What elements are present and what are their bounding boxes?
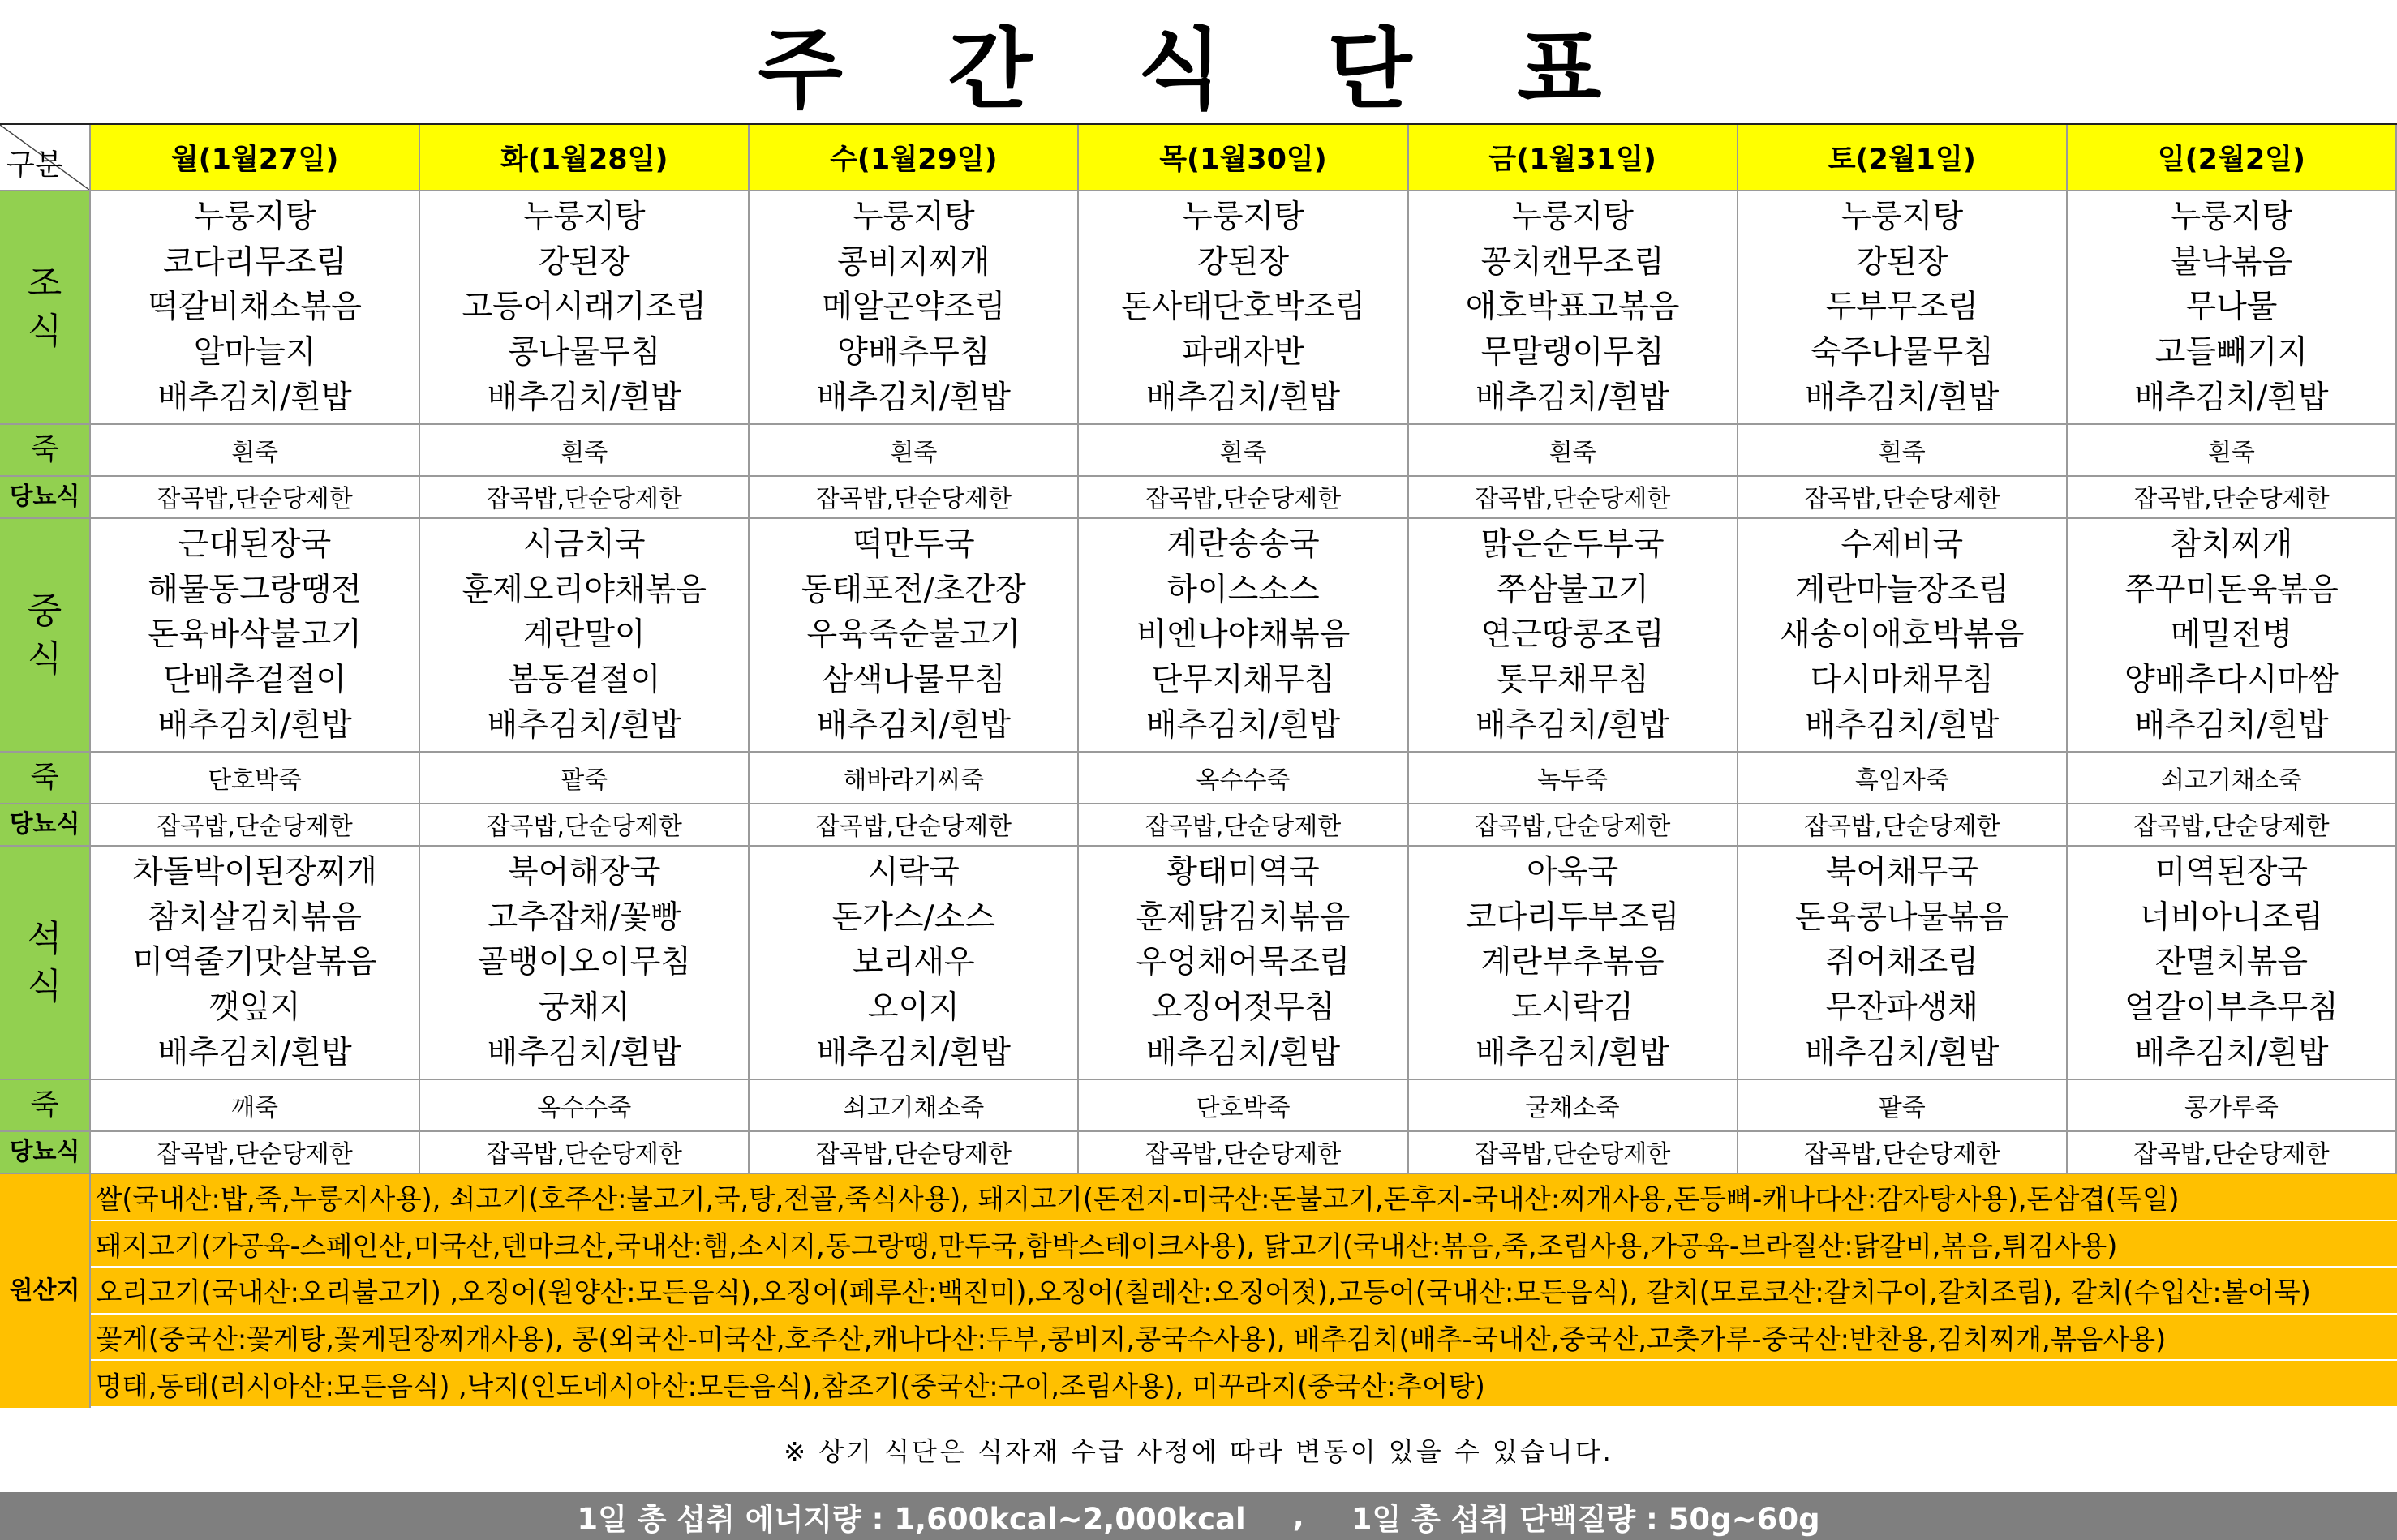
dinner-item: 보리새우	[853, 944, 975, 981]
dinner-item: 너비아니조림	[2139, 899, 2323, 936]
dinner-item: 궁채지	[538, 989, 630, 1027]
dinner-cell	[1409, 847, 1738, 1080]
dinner-item: 시락국	[867, 854, 960, 891]
day-header: 화(1월28일)	[420, 125, 750, 191]
breakfast-item: 배추김치/흰밥	[157, 379, 352, 416]
dinner-diabetic-cell: 잡곡밥,단순당제한	[1409, 1132, 1738, 1174]
breakfast-item: 메알곤약조림	[822, 289, 1006, 326]
dinner-item: 오징어젓무침	[1151, 989, 1335, 1027]
dinner-item: 북어채무국	[1825, 854, 1978, 891]
meal-label-lunch: 중 식	[0, 519, 91, 753]
origin-line: 꽃게(중국산:꽃게탕,꽃게된장찌개사용), 콩(외국산-미국산,호주산,캐나다산:두부,콩비지,콩국수사용), 배추김치(배추-국내산,중국산,고춧가루-중국산:반찬용,김치찌개,볶음사용)	[91, 1315, 2397, 1362]
breakfast-item: 알마늘지	[193, 334, 316, 371]
breakfast-porridge-cell: 흰죽	[750, 425, 1079, 477]
day-header: 수(1월29일)	[750, 125, 1079, 191]
dinner-item: 코다리두부조림	[1465, 899, 1680, 936]
lunch-item: 돈육바삭불고기	[148, 616, 362, 654]
breakfast-diabetic-cell: 잡곡밥,단순당제한	[420, 477, 750, 519]
dinner-diabetic-cell: 잡곡밥,단순당제한	[420, 1132, 750, 1174]
dinner-porridge-cell: 굴채소죽	[1409, 1080, 1738, 1132]
lunch-porridge-cell: 흑임자죽	[1738, 753, 2068, 804]
nutrition-footer	[0, 1492, 2397, 1540]
breakfast-item: 누룽지탕	[1841, 199, 1964, 236]
lunch-cell	[750, 519, 1079, 753]
dinner-item: 고추잡채/꽃빵	[487, 899, 681, 936]
breakfast-item: 배추김치/흰밥	[1805, 379, 2000, 416]
dinner-item: 도시락김	[1511, 989, 1634, 1027]
lunch-item: 배추김치/흰밥	[1476, 706, 1670, 744]
dinner-porridge-cell: 쇠고기채소죽	[750, 1080, 1079, 1132]
dinner-item: 배추김치/흰밥	[2134, 1034, 2329, 1071]
breakfast-item: 누룽지탕	[1182, 199, 1304, 236]
notice-text: ※ 상기 식단은 식자재 수급 사정에 따라 변동이 있을 수 있습니다.	[784, 1436, 1613, 1467]
dinner-item: 무잔파생채	[1825, 989, 1978, 1027]
breakfast-diabetic-cell: 잡곡밥,단순당제한	[1738, 477, 2068, 519]
breakfast-item: 누룽지탕	[1511, 199, 1634, 236]
dinner-item: 얼갈이부추무침	[2124, 989, 2339, 1027]
dinner-item: 훈제닭김치볶음	[1136, 899, 1351, 936]
dinner-item: 미역된장국	[2154, 854, 2309, 891]
lunch-cell	[1409, 519, 1738, 753]
header-corner-cell	[0, 125, 91, 191]
lunch-item: 맑은순두부국	[1480, 526, 1665, 564]
dinner-item: 배추김치/흰밥	[1145, 1034, 1341, 1071]
lunch-porridge-cell: 쇠고기채소죽	[2068, 753, 2397, 804]
protein-intake: 1일 총 섭취 단백질량 : 50g~60g	[1351, 1501, 1820, 1537]
day-header: 일(2월2일)	[2068, 125, 2397, 191]
breakfast-cell	[1409, 191, 1738, 425]
dinner-item: 황태미역국	[1166, 854, 1320, 891]
dinner-diabetic-cell: 잡곡밥,단순당제한	[1079, 1132, 1408, 1174]
breakfast-cell	[91, 191, 420, 425]
lunch-item: 계란말이	[522, 616, 646, 654]
dinner-item: 배추김치/흰밥	[487, 1034, 681, 1071]
lunch-item: 삼색나물무침	[822, 662, 1006, 699]
breakfast-item: 배추김치/흰밥	[487, 379, 681, 416]
dinner-item: 계란부추볶음	[1480, 944, 1665, 981]
breakfast-item: 배추김치/흰밥	[1145, 379, 1341, 416]
breakfast-item: 콩비지찌개	[837, 243, 990, 281]
dinner-item: 아욱국	[1527, 854, 1619, 891]
lunch-diabetic-cell: 잡곡밥,단순당제한	[1738, 804, 2068, 847]
breakfast-cell	[1738, 191, 2068, 425]
header-corner-label: 구분	[6, 148, 63, 182]
dinner-cell	[1738, 847, 2068, 1080]
dinner-item: 쥐어채조림	[1825, 944, 1978, 981]
lunch-cell	[2068, 519, 2397, 753]
day-header: 토(2월1일)	[1738, 125, 2068, 191]
dinner-cell	[91, 847, 420, 1080]
breakfast-item: 파래자반	[1182, 334, 1304, 371]
energy-intake: 1일 총 섭취 에너지량 : 1,600kcal~2,000kcal	[577, 1501, 1246, 1537]
lunch-cell	[420, 519, 750, 753]
menu-table	[0, 123, 2397, 1174]
breakfast-diabetic-cell: 잡곡밥,단순당제한	[2068, 477, 2397, 519]
breakfast-porridge-cell: 흰죽	[420, 425, 750, 477]
lunch-item: 비엔나야채볶음	[1136, 616, 1351, 654]
diabetic-label: 당뇨식	[0, 1132, 91, 1174]
dinner-item: 차돌박이된장찌개	[132, 854, 377, 891]
origin-line: 명태,동태(러시아산:모든음식) ,낙지(인도네시아산:모든음식),참조기(중국산:구이,조림사용), 미꾸라지(중국산:추어탕)	[91, 1361, 2397, 1408]
lunch-item: 연근땅콩조림	[1480, 616, 1665, 654]
lunch-item: 수제비국	[1841, 526, 1964, 564]
lunch-item: 봄동겉절이	[508, 662, 661, 699]
breakfast-item: 떡갈비채소볶음	[148, 289, 362, 326]
lunch-porridge-cell: 해바라기씨죽	[750, 753, 1079, 804]
day-header: 금(1월31일)	[1409, 125, 1738, 191]
dinner-item: 깻잎지	[208, 989, 301, 1027]
lunch-item: 떡만두국	[853, 526, 975, 564]
dinner-item: 북어해장국	[508, 854, 661, 891]
lunch-item: 참치찌개	[2170, 526, 2293, 564]
breakfast-item: 배추김치/흰밥	[2134, 379, 2329, 416]
breakfast-porridge-cell: 흰죽	[1079, 425, 1408, 477]
dinner-cell	[420, 847, 750, 1080]
breakfast-diabetic-cell: 잡곡밥,단순당제한	[91, 477, 420, 519]
dinner-diabetic-cell: 잡곡밥,단순당제한	[91, 1132, 420, 1174]
lunch-cell	[91, 519, 420, 753]
lunch-item: 배추김치/흰밥	[2134, 706, 2329, 744]
dinner-item: 오이지	[867, 989, 960, 1027]
dinner-item: 우엉채어묵조림	[1136, 944, 1351, 981]
lunch-item: 쭈꾸미돈육볶음	[2124, 571, 2339, 608]
dinner-item: 배추김치/흰밥	[1476, 1034, 1670, 1071]
breakfast-diabetic-cell: 잡곡밥,단순당제한	[1079, 477, 1408, 519]
porridge-label: 죽	[0, 425, 91, 477]
lunch-porridge-cell: 단호박죽	[91, 753, 420, 804]
dinner-item: 돈가스/소스	[831, 899, 996, 936]
lunch-item: 계란송송국	[1166, 526, 1320, 564]
breakfast-item: 애호박표고볶음	[1465, 289, 1680, 326]
breakfast-item: 강된장	[1856, 243, 1948, 281]
dinner-porridge-cell: 단호박죽	[1079, 1080, 1408, 1132]
lunch-diabetic-cell: 잡곡밥,단순당제한	[750, 804, 1079, 847]
breakfast-item: 콩나물무침	[508, 334, 661, 371]
breakfast-porridge-cell: 흰죽	[2068, 425, 2397, 477]
day-header: 목(1월30일)	[1079, 125, 1408, 191]
porridge-label: 죽	[0, 1080, 91, 1132]
dinner-item: 미역줄기맛살볶음	[132, 944, 377, 981]
origin-line: 오리고기(국내산:오리불고기) ,오징어(원양산:모든음식),오징어(페루산:백진미),오징어(칠레산:오징어젓),고등어(국내산:모든음식), 갈치(모로코산:갈치구이,갈치조림), 갈치(수입산:볼어묵)	[91, 1268, 2397, 1315]
breakfast-porridge-cell: 흰죽	[1409, 425, 1738, 477]
dinner-porridge-cell: 팥죽	[1738, 1080, 2068, 1132]
dinner-cell	[2068, 847, 2397, 1080]
lunch-item: 해물동그랑땡전	[148, 571, 362, 608]
breakfast-item: 코다리무조림	[163, 243, 347, 281]
breakfast-item: 불낙볶음	[2170, 243, 2293, 281]
dinner-diabetic-cell: 잡곡밥,단순당제한	[2068, 1132, 2397, 1174]
breakfast-item: 두부무조림	[1825, 289, 1978, 326]
lunch-item: 다시마채무침	[1810, 662, 1994, 699]
origin-section	[0, 1174, 2397, 1408]
breakfast-diabetic-cell: 잡곡밥,단순당제한	[1409, 477, 1738, 519]
origin-lines	[91, 1174, 2397, 1408]
dinner-cell	[750, 847, 1079, 1080]
lunch-item: 단배추겉절이	[163, 662, 347, 699]
lunch-cell	[1079, 519, 1408, 753]
dinner-cell	[1079, 847, 1408, 1080]
meal-label-dinner: 석 식	[0, 847, 91, 1080]
dinner-diabetic-cell: 잡곡밥,단순당제한	[1738, 1132, 2068, 1174]
diabetic-label: 당뇨식	[0, 804, 91, 847]
diabetic-label: 당뇨식	[0, 477, 91, 519]
meal-label-breakfast: 조 식	[0, 191, 91, 425]
breakfast-cell	[1079, 191, 1408, 425]
breakfast-item: 누룽지탕	[193, 199, 316, 236]
dinner-porridge-cell: 콩가루죽	[2068, 1080, 2397, 1132]
lunch-diabetic-cell: 잡곡밥,단순당제한	[2068, 804, 2397, 847]
breakfast-diabetic-cell: 잡곡밥,단순당제한	[750, 477, 1079, 519]
breakfast-item: 무말랭이무침	[1480, 334, 1665, 371]
lunch-cell	[1738, 519, 2068, 753]
origin-label: 원산지	[0, 1174, 91, 1408]
lunch-porridge-cell: 녹두죽	[1409, 753, 1738, 804]
breakfast-cell	[420, 191, 750, 425]
lunch-item: 계란마늘장조림	[1794, 571, 2009, 608]
breakfast-item: 누룽지탕	[522, 199, 646, 236]
lunch-item: 하이스소스	[1166, 571, 1320, 608]
page-title: 주 간 식 단 표	[758, 19, 1639, 121]
lunch-item: 배추김치/흰밥	[487, 706, 681, 744]
lunch-diabetic-cell: 잡곡밥,단순당제한	[91, 804, 420, 847]
lunch-item: 훈제오리야채볶음	[462, 571, 707, 608]
lunch-item: 단무지채무침	[1151, 662, 1335, 699]
lunch-item: 배추김치/흰밥	[816, 706, 1011, 744]
dinner-porridge-cell: 깨죽	[91, 1080, 420, 1132]
breakfast-cell	[750, 191, 1079, 425]
lunch-item: 새송이애호박볶음	[1780, 616, 2025, 654]
porridge-label: 죽	[0, 753, 91, 804]
breakfast-item: 강된장	[538, 243, 630, 281]
breakfast-item: 강된장	[1196, 243, 1289, 281]
lunch-item: 양배추다시마쌈	[2124, 662, 2339, 699]
lunch-item: 배추김치/흰밥	[157, 706, 352, 744]
lunch-item: 쭈삼불고기	[1496, 571, 1649, 608]
breakfast-cell	[2068, 191, 2397, 425]
lunch-item: 톳무채무침	[1496, 662, 1649, 699]
dinner-diabetic-cell: 잡곡밥,단순당제한	[750, 1132, 1079, 1174]
breakfast-item: 고등어시래기조림	[462, 289, 707, 326]
lunch-item: 배추김치/흰밥	[1145, 706, 1341, 744]
lunch-diabetic-cell: 잡곡밥,단순당제한	[1409, 804, 1738, 847]
dinner-porridge-cell: 옥수수죽	[420, 1080, 750, 1132]
dinner-item: 배추김치/흰밥	[157, 1034, 352, 1071]
dinner-item: 배추김치/흰밥	[1805, 1034, 2000, 1071]
breakfast-item: 배추김치/흰밥	[816, 379, 1011, 416]
dinner-item: 잔멸치볶음	[2154, 944, 2309, 981]
breakfast-item: 배추김치/흰밥	[1476, 379, 1670, 416]
footer-separator: ,	[1292, 1499, 1304, 1534]
dinner-item: 골뱅이오이무침	[477, 944, 692, 981]
dinner-item: 참치살김치볶음	[148, 899, 362, 936]
day-header: 월(1월27일)	[91, 125, 420, 191]
lunch-item: 시금치국	[522, 526, 646, 564]
lunch-porridge-cell: 옥수수죽	[1079, 753, 1408, 804]
breakfast-item: 누룽지탕	[853, 199, 975, 236]
breakfast-item: 무나물	[2185, 289, 2278, 326]
lunch-diabetic-cell: 잡곡밥,단순당제한	[420, 804, 750, 847]
origin-line: 쌀(국내산:밥,죽,누룽지사용), 쇠고기(호주산:불고기,국,탕,전골,죽식사용), 돼지고기(돈전지-미국산:돈불고기,돈후지-국내산:찌개사용,돈등뼈-캐나다산:감자탕사용),돈삼겹(독일)	[91, 1174, 2397, 1221]
lunch-diabetic-cell: 잡곡밥,단순당제한	[1079, 804, 1408, 847]
lunch-item: 우육죽순불고기	[806, 616, 1021, 654]
breakfast-item: 고들빼기지	[2154, 334, 2309, 371]
dinner-item: 돈육콩나물볶음	[1794, 899, 2009, 936]
lunch-item: 배추김치/흰밥	[1805, 706, 2000, 744]
origin-line: 돼지고기(가공육-스페인산,미국산,덴마크산,국내산:햄,소시지,동그랑땡,만두국,함박스테이크사용), 닭고기(국내산:볶음,죽,조림사용,가공육-브라질산:닭갈비,볶음,튀김사용)	[91, 1221, 2397, 1268]
lunch-item: 동태포전/초간장	[801, 571, 1026, 608]
lunch-porridge-cell: 팥죽	[420, 753, 750, 804]
lunch-item: 근대된장국	[178, 526, 332, 564]
breakfast-item: 돈사태단호박조림	[1120, 289, 1366, 326]
breakfast-item: 숙주나물무침	[1810, 334, 1994, 371]
breakfast-porridge-cell: 흰죽	[1738, 425, 2068, 477]
breakfast-item: 꽁치캔무조림	[1480, 243, 1665, 281]
dinner-item: 배추김치/흰밥	[816, 1034, 1011, 1071]
breakfast-item: 누룽지탕	[2170, 199, 2293, 236]
breakfast-porridge-cell: 흰죽	[91, 425, 420, 477]
breakfast-item: 양배추무침	[837, 334, 990, 371]
lunch-item: 메밀전병	[2170, 616, 2293, 654]
